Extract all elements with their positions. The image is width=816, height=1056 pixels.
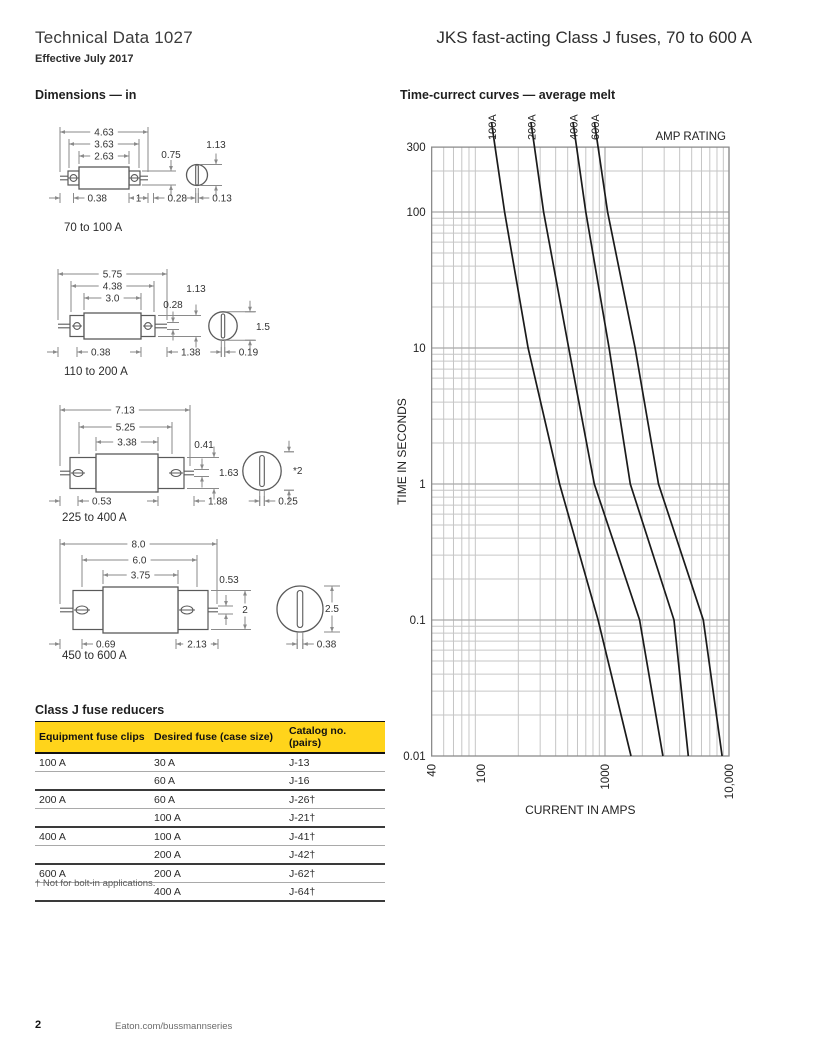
- dimensions-heading: Dimensions — in: [35, 88, 137, 102]
- dim-arrow: [77, 350, 82, 354]
- y-tick-label: 10: [412, 343, 426, 355]
- reducers-table-heading: Class J fuse reducers: [35, 703, 165, 717]
- dim-arrow: [292, 642, 297, 646]
- table-row: [35, 809, 385, 828]
- dim-label: 2.63: [94, 151, 114, 163]
- dim-arrow: [82, 558, 87, 562]
- y-tick-label: 1: [419, 479, 426, 491]
- dim-label: 2.13: [187, 639, 207, 651]
- dim-arrow: [213, 642, 218, 646]
- dim-arrow: [153, 499, 158, 503]
- table-cell: [35, 846, 150, 865]
- dim-label: 7.13: [115, 405, 135, 417]
- table-cell: 100 A: [150, 809, 285, 828]
- x-tick-label: 100: [476, 764, 488, 784]
- dim-arrow: [191, 196, 196, 200]
- dim-label: 0.38: [91, 347, 111, 359]
- dim-label: 1.63: [219, 468, 239, 479]
- table-cell: 400 A: [150, 883, 285, 902]
- x-axis-title: CURRENT IN AMPS: [525, 803, 636, 817]
- dim-arrow: [192, 558, 197, 562]
- dim-label: 0.53: [219, 575, 239, 586]
- table-cell: J-41†: [285, 827, 385, 846]
- dim-arrow: [71, 284, 76, 288]
- dim-arrow: [200, 465, 204, 470]
- fuse-caption: 225 to 400 A: [62, 512, 127, 524]
- dim-arrow: [53, 350, 58, 354]
- dim-label: 0.41: [194, 440, 214, 451]
- table-column-header: Catalog no. (pairs): [285, 722, 385, 754]
- dim-label: 0.19: [238, 347, 259, 359]
- dim-arrow: [216, 350, 221, 354]
- table-cell: J-13: [285, 753, 385, 772]
- dim-label: 0.25: [278, 496, 298, 508]
- fuse-svg-70-100: [30, 118, 310, 230]
- dim-arrow: [185, 408, 190, 412]
- reducers-table: [35, 721, 385, 902]
- dim-arrow: [214, 186, 218, 191]
- dim-arrow: [96, 440, 101, 444]
- dim-arrow: [173, 573, 178, 577]
- dim-label: 0.13: [212, 193, 232, 205]
- dim-arrow: [143, 130, 148, 134]
- end-view-circle: [209, 312, 237, 340]
- dim-arrow: [198, 196, 203, 200]
- dim-label: 1: [135, 193, 142, 205]
- dim-arrow: [303, 642, 308, 646]
- table-cell: 60 A: [150, 790, 285, 809]
- table-cell: 100 A: [150, 827, 285, 846]
- dim-arrow: [212, 489, 216, 494]
- fuse-caption: 110 to 200 A: [64, 366, 128, 378]
- table-cell: 200 A: [150, 846, 285, 865]
- dim-label: 3.63: [94, 139, 114, 151]
- table-cell: J-42†: [285, 846, 385, 865]
- dim-arrow: [264, 499, 269, 503]
- table-row: [35, 827, 385, 846]
- dim-label: 0.28: [163, 300, 183, 311]
- dim-label: 2.5: [325, 604, 339, 615]
- dim-arrow: [58, 272, 63, 276]
- dim-arrow: [103, 573, 108, 577]
- table-column-header: Equipment fuse clips: [35, 722, 150, 754]
- table-cell: 200 A: [150, 864, 285, 883]
- y-axis-title: TIME IN SECONDS: [395, 398, 409, 505]
- dim-arrow: [167, 350, 172, 354]
- dim-arrow: [55, 642, 60, 646]
- table-cell: [35, 772, 150, 791]
- table-cell: 400 A: [35, 827, 150, 846]
- dim-arrow: [134, 142, 139, 146]
- dim-arrow: [248, 307, 252, 312]
- dim-arrow: [243, 625, 247, 630]
- table-row: [35, 772, 385, 791]
- fuse-caption: 450 to 600 A: [62, 650, 127, 662]
- dim-arrow: [79, 154, 84, 158]
- footer-url: Eaton.com/bussmannseries: [115, 1021, 233, 1032]
- dim-arrow: [143, 196, 148, 200]
- end-view-circle: [277, 586, 323, 632]
- dim-label: 8.0: [131, 539, 146, 551]
- dim-label: 0.53: [92, 496, 112, 508]
- table-cell: 200 A: [35, 790, 150, 809]
- dim-label: 1.88: [208, 496, 228, 508]
- dim-label: 1.13: [186, 284, 206, 295]
- table-cell: 100 A: [35, 753, 150, 772]
- time-current-chart: [392, 100, 772, 820]
- curve-label-100A: 100A: [486, 114, 499, 140]
- dim-arrow: [176, 642, 181, 646]
- curve-label-400A: 400A: [568, 114, 581, 140]
- end-view-circle: [243, 452, 281, 490]
- dim-arrow: [224, 601, 228, 606]
- dim-label: 6.0: [132, 555, 147, 567]
- dim-arrow: [55, 499, 60, 503]
- dim-label: 1.5: [256, 322, 270, 333]
- dim-arrow: [225, 350, 230, 354]
- curve-label-200A: 200A: [526, 114, 539, 140]
- dim-label: 5.75: [102, 269, 123, 281]
- table-row: [35, 753, 385, 772]
- x-tick-label: 40: [426, 764, 439, 777]
- table-cell: J-26†: [285, 790, 385, 809]
- y-tick-label: 300: [406, 142, 426, 155]
- dim-arrow: [194, 337, 198, 342]
- dim-label: 0.38: [87, 193, 107, 205]
- dim-arrow: [79, 425, 84, 429]
- dim-arrow: [136, 350, 141, 354]
- table-cell: 60 A: [150, 772, 285, 791]
- dim-arrow: [287, 447, 291, 452]
- x-tick-label: 10,000: [724, 764, 736, 800]
- fuse-body: [96, 454, 158, 492]
- dim-arrow: [214, 160, 218, 165]
- dim-arrow: [60, 408, 65, 412]
- effective-date: Effective July 2017: [35, 53, 134, 65]
- table-cell: 30 A: [150, 753, 285, 772]
- dim-arrow: [74, 196, 79, 200]
- dim-label: 0.28: [167, 193, 187, 205]
- table-column-header: Desired fuse (case size): [150, 722, 285, 754]
- x-tick-label: 1000: [600, 764, 612, 790]
- dim-label: 0.38: [316, 639, 337, 651]
- end-view-circle: [187, 165, 208, 186]
- dim-arrow: [194, 499, 199, 503]
- dim-arrow: [153, 440, 158, 444]
- dim-arrow: [124, 154, 129, 158]
- table-cell: J-64†: [285, 883, 385, 902]
- table-row: [35, 846, 385, 865]
- dim-arrow: [149, 284, 154, 288]
- dim-label: 1.38: [181, 347, 201, 359]
- dim-arrow: [167, 425, 172, 429]
- table-header-row: [35, 722, 385, 754]
- dim-arrow: [162, 272, 167, 276]
- y-tick-label: 0.01: [403, 751, 426, 763]
- doc-title: Technical Data 1027: [35, 28, 193, 47]
- dim-label: *2: [293, 466, 303, 477]
- table-cell: 600 A: [35, 864, 150, 883]
- table-cell: J-21†: [285, 809, 385, 828]
- fuse-drawing-70-100: [30, 118, 310, 235]
- table-cell: J-62†: [285, 864, 385, 883]
- dim-arrow: [330, 627, 334, 632]
- dim-label: 1.13: [206, 140, 226, 151]
- dim-arrow: [55, 196, 60, 200]
- dim-arrow: [255, 499, 260, 503]
- dim-label: 5.25: [115, 422, 136, 434]
- dim-arrow: [248, 340, 252, 345]
- dim-arrow: [194, 311, 198, 316]
- fuse-body: [84, 313, 141, 339]
- dim-arrow: [330, 586, 334, 591]
- dim-label: 4.38: [102, 281, 123, 293]
- chart-heading: Time-currect curves — average melt: [400, 88, 616, 102]
- dim-arrow: [60, 542, 65, 546]
- chart-svg: [392, 100, 772, 820]
- dim-arrow: [60, 130, 65, 134]
- dim-arrow: [243, 591, 247, 596]
- dim-arrow: [82, 642, 87, 646]
- fuse-caption: 70 to 100 A: [64, 222, 123, 234]
- dim-label: 3.0: [105, 293, 120, 305]
- fuse-body: [103, 587, 178, 633]
- dim-label: 4.63: [94, 127, 114, 139]
- product-title: JKS fast-acting Class J fuses, 70 to 600 A: [436, 28, 752, 47]
- dim-arrow: [169, 166, 173, 171]
- dim-arrow: [287, 490, 291, 495]
- table-cell: J-16: [285, 772, 385, 791]
- dim-arrow: [212, 453, 216, 458]
- table-cell: [35, 809, 150, 828]
- dim-label: 0.75: [161, 150, 181, 161]
- dim-arrow: [171, 318, 175, 323]
- table-footnote: † Not for bolt-in applications.: [35, 878, 156, 889]
- table-row: [35, 790, 385, 809]
- amp-rating-label: AMP RATING: [655, 131, 726, 143]
- dim-arrow: [69, 142, 74, 146]
- curve-label-600A: 600A: [589, 114, 602, 140]
- fuse-body: [79, 167, 129, 189]
- y-tick-label: 100: [406, 207, 426, 219]
- dim-arrow: [212, 542, 217, 546]
- dim-arrow: [136, 296, 141, 300]
- dim-label: 3.38: [117, 437, 137, 449]
- dim-arrow: [129, 196, 134, 200]
- page-number: 2: [35, 1019, 42, 1031]
- plot-border: [432, 147, 729, 756]
- dim-arrow: [169, 185, 173, 190]
- dim-label: 2: [242, 605, 248, 616]
- dim-arrow: [224, 614, 228, 619]
- dim-arrow: [171, 330, 175, 335]
- dim-arrow: [78, 499, 83, 503]
- dim-label: 0.69: [96, 639, 116, 651]
- dim-arrow: [84, 296, 89, 300]
- dim-arrow: [154, 196, 159, 200]
- y-tick-label: 0.1: [409, 615, 426, 627]
- grid: [432, 147, 729, 756]
- dim-arrow: [200, 477, 204, 482]
- dim-label: 3.75: [130, 570, 151, 582]
